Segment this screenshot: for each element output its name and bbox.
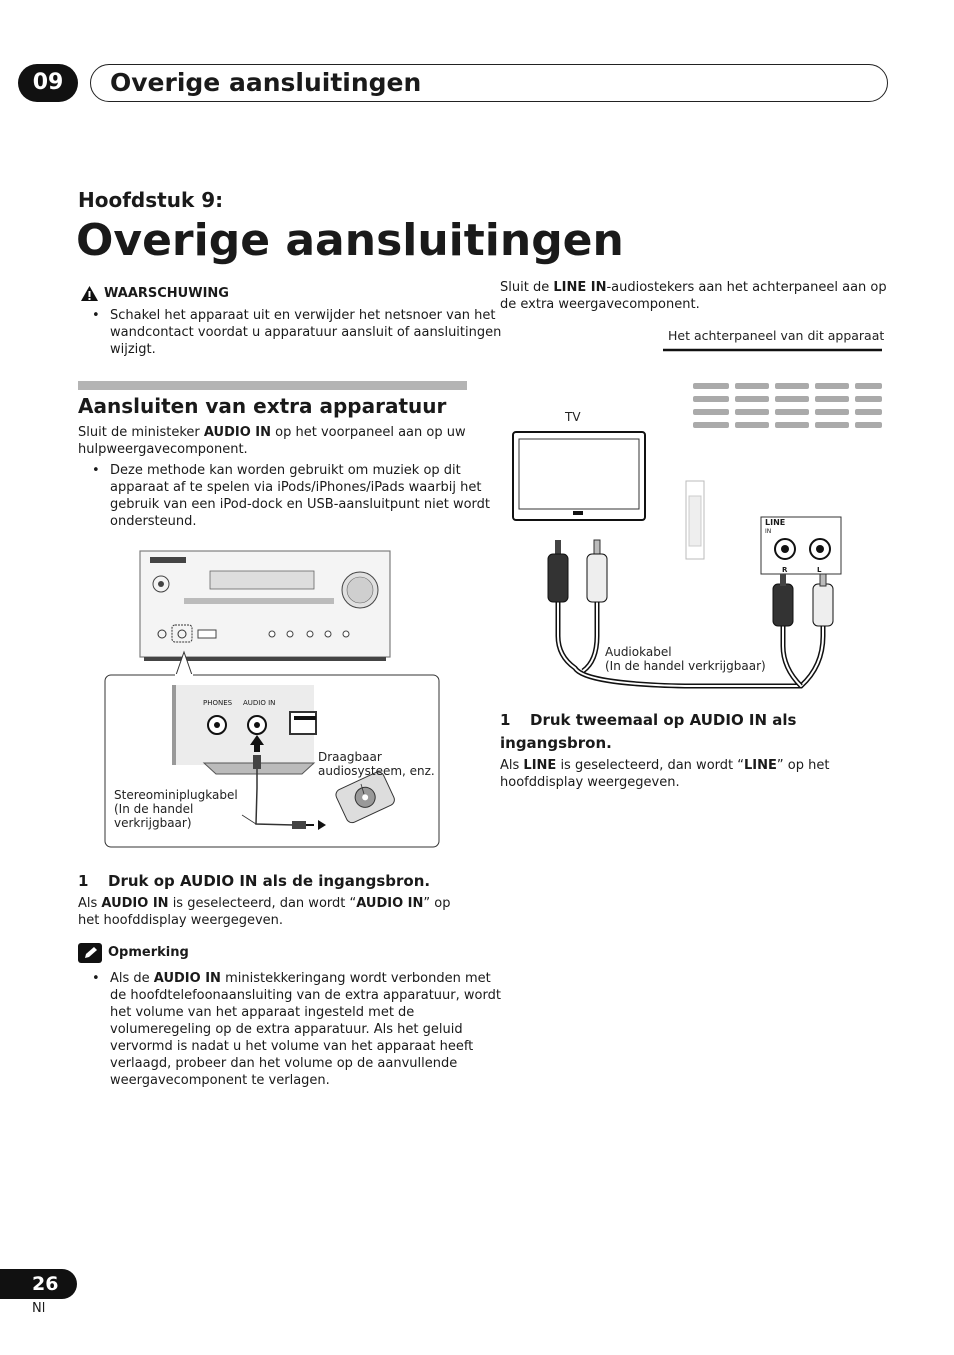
portable-audio-label: Draagbaar audiosysteem, enz.: [318, 750, 435, 778]
chapter-header-title: Overige aansluitingen: [110, 68, 422, 97]
note-bullet: • Als de AUDIO IN ministekkeringang wordt verbonden met de hoofdtelefoonaansluiting van de extra apparatuur, wordt het volume van het apparaat ingesteld met de volumeregeling op de extra apparatuur. Als het geluid vervormd is nadat u het volume van het apparaat heeft verlaagd, probeer dan het volume op de aanvullende weergavecomponent te verlagen.: [78, 970, 510, 1089]
cable-label: Stereominiplugkabel (In de handel verkrijgbaar): [114, 788, 238, 830]
warning-icon: [80, 285, 99, 302]
section-divider: [78, 381, 467, 390]
page-number: 26: [0, 1269, 77, 1299]
in-label: IN: [765, 528, 772, 535]
chapter-label: Hoofdstuk 9:: [78, 188, 224, 212]
step-right-desc: Als LINE is geselecteerd, dan wordt “LINE” op het hoofddisplay weergegeven.: [500, 758, 830, 790]
phones-label: PHONES: [203, 699, 233, 707]
warning-bullet: • Schakel het apparaat uit en verwijder het netsnoer van het wandcontact voordat u apparatuur aansluit of aansluitingen wijzigt.: [78, 307, 510, 358]
section-bullet: • Deze methode kan worden gebruikt om muziek op dit apparaat af te spelen via iPods/iPhones/iPads waarbij het gebruik van een iPod-dock en USB-aansluitpunt niet wordt ondersteund.: [78, 462, 510, 530]
audio-cable-label: Audiokabel: [605, 645, 672, 659]
step-right: 1 Druk tweemaal op AUDIO IN als ingangsbron.: [500, 711, 797, 752]
audio-cable-sub: (In de handel verkrijgbaar): [605, 659, 766, 673]
l-label: L: [817, 566, 822, 574]
audio-in-label: AUDIO IN: [243, 699, 276, 707]
note-label: Opmerking: [108, 945, 189, 960]
line-label: LINE: [765, 518, 786, 527]
line-in-diagram: [505, 346, 885, 696]
chapter-number-badge: 09: [18, 64, 78, 102]
r-label: R: [782, 566, 788, 574]
right-intro: Sluit de LINE IN-audiostekers aan het achterpaneel aan op de extra weergavecomponent.: [500, 280, 887, 312]
step-left: 1 Druk op AUDIO IN als de ingangsbron.: [78, 872, 431, 890]
language-code: Nl: [32, 1301, 46, 1316]
page-title: Overige aansluitingen: [76, 215, 624, 266]
note-icon: [78, 943, 102, 963]
warning-label: WAARSCHUWING: [104, 286, 229, 301]
rear-panel-label: Het achterpaneel van dit apparaat: [668, 328, 885, 343]
section-intro: Sluit de ministeker AUDIO IN op het voorpaneel aan op uw hulpweergavecomponent.: [78, 425, 466, 457]
tv-label: TV: [565, 410, 581, 424]
section-title: Aansluiten van extra apparatuur: [78, 394, 447, 418]
step-left-desc: Als AUDIO IN is geselecteerd, dan wordt “AUDIO IN” op het hoofddisplay weergegeven.: [78, 896, 451, 928]
